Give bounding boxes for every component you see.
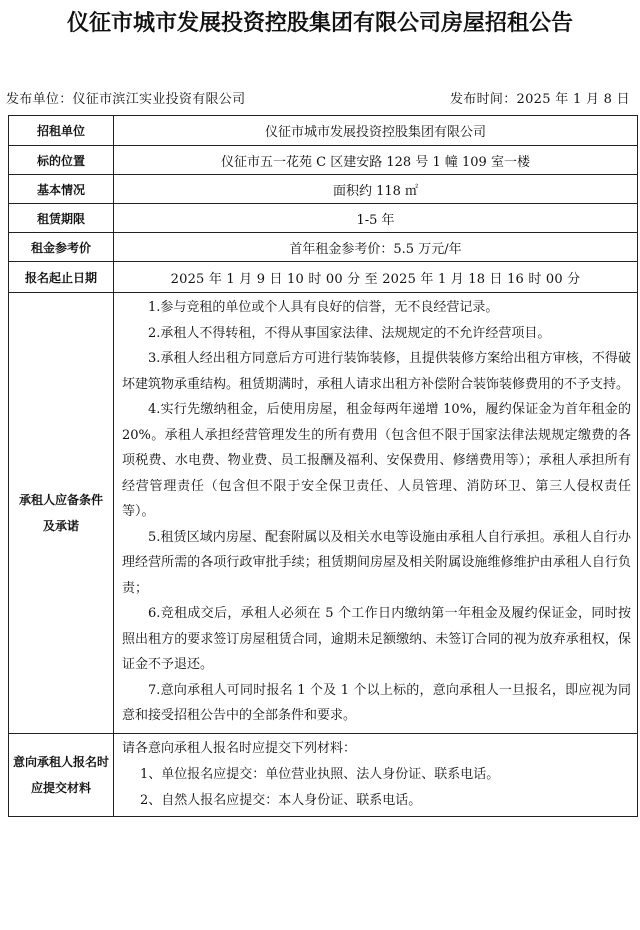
condition-item: 6.竞租成交后，承租人必须在 5 个工作日内缴纳第一年租金及履约保证金，同时按照出租方的要求签订房屋租赁合同，逾期未足额缴纳、未签订合同的视为放弃承租权，保证金不予退还。 xyxy=(122,606,631,672)
row-value: 仪征市城市发展投资控股集团有限公司 xyxy=(114,116,638,146)
conditions-row xyxy=(9,293,638,734)
row-label: 招租单位 xyxy=(9,116,114,146)
table-row xyxy=(9,204,638,233)
materials-label-line: 应提交材料 xyxy=(30,780,91,795)
materials-row xyxy=(9,733,638,816)
condition-item: 4.实行先缴纳租金，后使用房屋，租金每两年递增 10%，履约保证金为首年租金的 20%。承租人承担经营管理发生的所有费用（包含但不限于国家法律法规规定缴费的各项税费、水电费、物业费、员工报酬及福利、安保费用、修缮费用等）；承租人承担所有经营管理责任（包含但不限于安全保卫责任、人员管理、消防环卫、第三人侵权责任等）。 xyxy=(122,402,631,519)
table-row xyxy=(9,175,638,204)
notice-table xyxy=(8,115,638,817)
condition-item: 3.承租人经出租方同意后方可进行装饰装修，且提供装修方案给出租方审核，不得破坏建筑物承重结构。租赁期满时，承租人请求出租方补偿附合装饰装修费用的不予支持。 xyxy=(122,351,631,392)
row-value: 仪征市五一花苑 C 区建安路 128 号 1 幢 109 室一楼 xyxy=(114,146,638,175)
table-row xyxy=(9,146,638,175)
row-value: 面积约 118 ㎡ xyxy=(114,175,638,204)
table-row xyxy=(9,116,638,146)
condition-item: 7.意向承租人可同时报名 1 个及 1 个以上标的，意向承租人一旦报名，即应视为同意和接受招租公告中的全部条件和要求。 xyxy=(122,682,631,723)
conditions-label-line: 及承诺 xyxy=(42,518,79,533)
row-value: 1-5 年 xyxy=(114,204,638,233)
conditions-label xyxy=(9,293,114,734)
material-item: 1、单位报名应提交：单位营业执照、法人身份证、联系电话。 xyxy=(140,766,500,782)
materials-label-line: 意向承租人报名时 xyxy=(12,754,109,769)
table-row xyxy=(9,233,638,262)
condition-item: 5.租赁区域内房屋、配套附属以及相关水电等设施由承租人自行承担。承租人自行办理经营所需的各项行政审批手续；租赁期间房屋及相关附属设施维修维护由承租人自行负责； xyxy=(122,529,631,596)
publisher: 发布单位：仪征市滨江实业投资有限公司 xyxy=(6,92,246,107)
row-value: 2025 年 1 月 9 日 10 时 00 分 至 2025 年 1 月 18 日 16 时 00 分 xyxy=(114,262,638,293)
materials-intro: 请各意向承租人报名时应提交下列材料： xyxy=(122,740,357,756)
row-label: 租金参考价 xyxy=(9,233,114,262)
condition-item: 1.参与竞租的单位或个人具有良好的信誉，无不良经营记录。 xyxy=(148,300,499,315)
notice-meta xyxy=(6,88,630,107)
conditions-content xyxy=(114,293,638,734)
conditions-label-line: 承租人应备条件 xyxy=(18,492,103,507)
row-label: 租赁期限 xyxy=(9,204,114,233)
publish-time: 发布时间：2025 年 1 月 8 日 xyxy=(450,92,630,107)
row-value: 首年租金参考价：5.5 万元/年 xyxy=(114,233,638,262)
materials-content xyxy=(114,733,638,816)
condition-item: 2.承租人不得转租，不得从事国家法律、法规规定的不允许经营项目。 xyxy=(148,325,551,341)
material-item: 2、自然人报名应提交：本人身份证、联系电话。 xyxy=(140,792,422,808)
notice-title: 仪征市城市发展投资控股集团有限公司房屋招租公告 xyxy=(66,11,573,36)
row-label: 标的位置 xyxy=(9,146,114,175)
row-label: 报名起止日期 xyxy=(9,262,114,293)
table-row xyxy=(9,262,638,293)
materials-label xyxy=(9,733,114,816)
row-label: 基本情况 xyxy=(9,175,114,204)
